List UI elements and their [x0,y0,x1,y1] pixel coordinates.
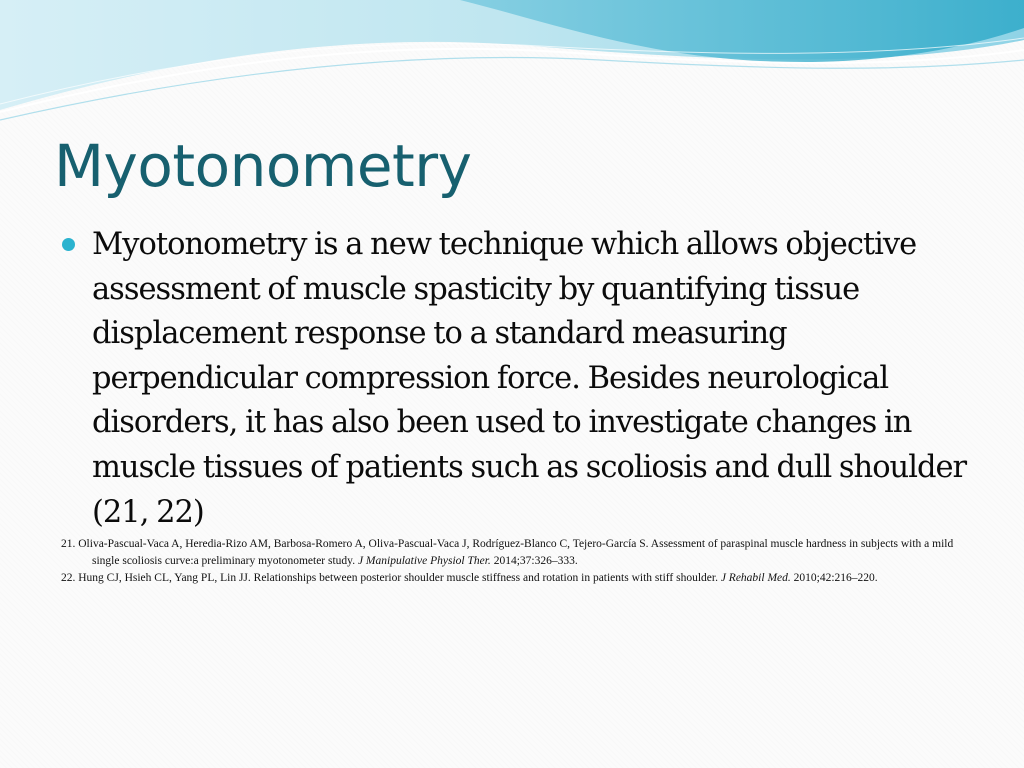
bullet-text: Myotonometry is a new technique which allows objective assessment of muscle spasticity by quantifying tissue displacement response to a standard measuring perpendicular compression force. Besides neurological disorders, it has also been used to investigate changes in muscle tissues of patients such as scoliosis and dull shoulder (21, 22) [92,227,967,530]
reference-text: 21. Oliva-Pascual-Vaca A, Heredia-Rizo AM, Barbosa-Romero A, Oliva-Pascual-Vaca J, Rodríguez-Blanco C, Tejero-García S. Assessment of paraspinal muscle hardness in subjects with a mild single scoliosis curve:a preliminary myotonometer study. [61,538,954,567]
bullet-list [62,223,982,535]
reference-citation: 2014;37:326–333. [490,555,578,567]
reference-text: 22. Hung CJ, Hsieh CL, Yang PL, Lin JJ. Relationships between posterior shoulder muscle stiffness and rotation in patients with stiff shoulder. [61,572,721,584]
reference-item [61,536,961,570]
reference-journal: J Rehabil Med. [720,572,791,584]
references [61,536,961,587]
header-wave-decoration [0,0,1024,130]
reference-citation: 2010;42:216–220. [790,572,878,584]
reference-item [61,570,961,587]
reference-journal: J Manipulative Physiol Ther. [357,555,491,567]
slide-title: Myotonometry [54,132,472,200]
bullet-dot-icon [62,238,75,251]
